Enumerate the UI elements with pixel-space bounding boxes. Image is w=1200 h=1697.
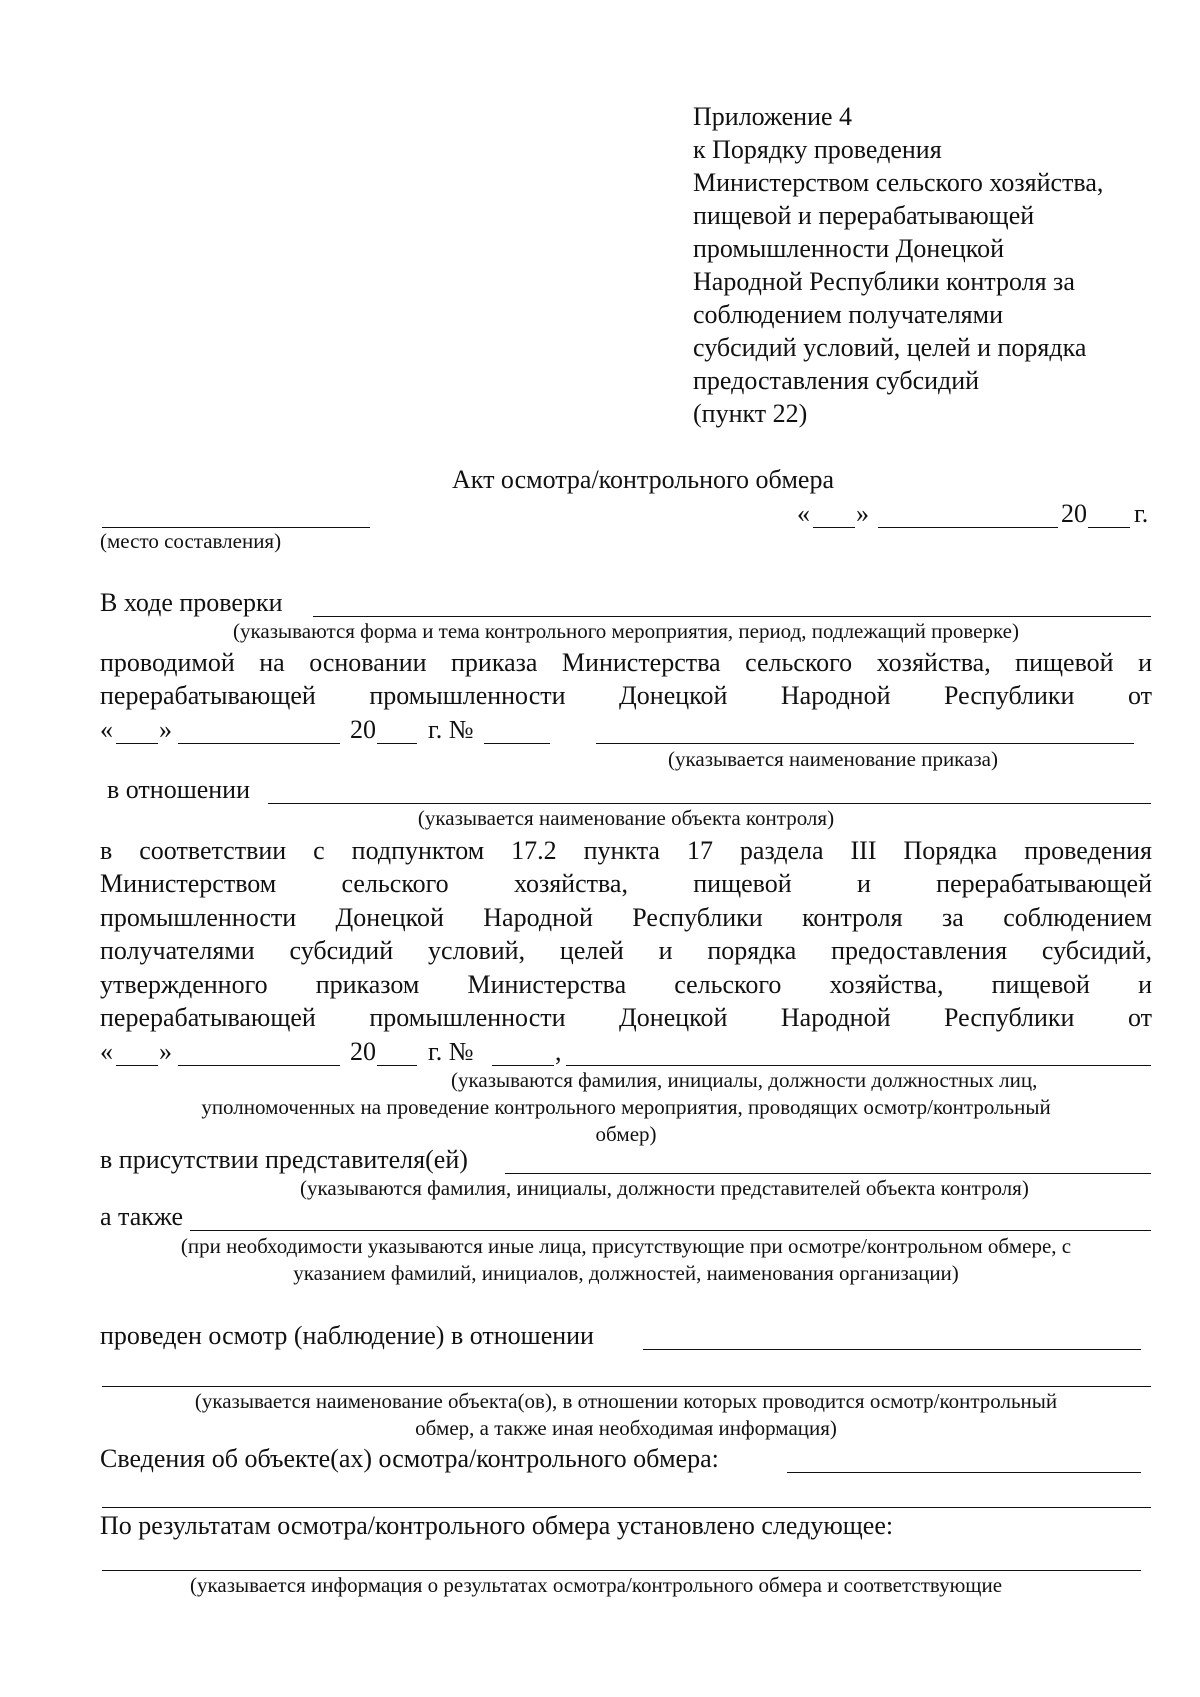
basis-line: перерабатывающей промышленности Донецкой Народной Республики от	[100, 1003, 1152, 1032]
order-year-field[interactable]	[377, 743, 417, 744]
date-close-quote: »	[856, 499, 869, 528]
inspection-caption: (указываются форма и тема контрольного мероприятия, период, подлежащий проверке)	[233, 619, 1019, 643]
order-close-quote: »	[159, 715, 172, 744]
presence-caption: (указываются фамилия, инициалы, должности представителей объекта контроля)	[300, 1176, 1029, 1200]
basis-line: промышленности Донецкой Народной Республики контроля за соблюдением	[100, 903, 1152, 932]
presence-field[interactable]	[505, 1173, 1151, 1174]
order-line: перерабатывающей промышленности Донецкой Народной Республики от	[100, 681, 1152, 710]
objects-caption-line: обмер, а также иная необходимая информация)	[415, 1416, 837, 1440]
appendix-line: к Порядку проведения	[693, 135, 942, 164]
officials-caption-line: уполномоченных на проведение контрольного мероприятия, проводящих осмотр/контрольный	[201, 1095, 1051, 1119]
appendix-line: пищевой и перерабатывающей	[693, 201, 1035, 230]
date-day-field[interactable]	[813, 527, 855, 528]
basis-close-quote: »	[159, 1037, 172, 1066]
also-caption-line: указанием фамилий, инициалов, должностей, наименования организации)	[293, 1261, 959, 1285]
officials-caption-line: (указываются фамилия, инициалы, должности должностных лиц,	[451, 1068, 1038, 1092]
basis-open-quote: «	[100, 1037, 113, 1066]
order-number-label: г. №	[428, 715, 474, 744]
regarding-field[interactable]	[268, 803, 1151, 804]
order-line: проводимой на основании приказа Министерства сельского хозяйства, пищевой и	[100, 648, 1152, 677]
results-caption: (указывается информация о результатах осмотра/контрольного обмера и соответствующие	[190, 1573, 1003, 1597]
results-label: По результатам осмотра/контрольного обмера установлено следующее:	[100, 1511, 894, 1540]
appendix-line: соблюдением получателями	[693, 300, 1003, 329]
appendix-line: промышленности Донецкой	[693, 234, 1004, 263]
also-field[interactable]	[190, 1230, 1151, 1231]
order-number-field[interactable]	[484, 743, 550, 744]
presence-label: в присутствии представителя(ей)	[100, 1145, 468, 1174]
appendix-line: предоставления субсидий	[693, 366, 980, 395]
order-open-quote: «	[100, 715, 113, 744]
date-year-prefix: 20	[1061, 499, 1087, 528]
object-info-label: Сведения об объекте(ах) осмотра/контрольного обмера:	[100, 1444, 719, 1473]
appendix-line: (пункт 22)	[693, 399, 808, 428]
objects-field[interactable]	[102, 1386, 1151, 1387]
regarding-caption: (указывается наименование объекта контроля)	[417, 806, 835, 830]
inspection-done-label: проведен осмотр (наблюдение) в отношении	[100, 1321, 594, 1350]
officials-caption-line: обмер)	[595, 1122, 657, 1146]
order-month-field[interactable]	[178, 743, 340, 744]
results-field[interactable]	[102, 1570, 1141, 1571]
inspection-done-field[interactable]	[643, 1349, 1141, 1350]
date-open-quote: «	[797, 499, 810, 528]
order-name-field[interactable]	[596, 743, 1134, 744]
basis-year-field[interactable]	[377, 1065, 417, 1066]
basis-line: утвержденного приказом Министерства сельского хозяйства, пищевой и	[100, 970, 1152, 999]
order-caption: (указывается наименование приказа)	[668, 747, 998, 771]
officials-field[interactable]	[566, 1065, 1151, 1066]
basis-year-prefix: 20	[350, 1037, 376, 1066]
order-year-prefix: 20	[350, 715, 376, 744]
inspection-label: В ходе проверки	[100, 588, 283, 617]
appendix-line: Народной Республики контроля за	[693, 267, 1075, 296]
object-info-field[interactable]	[787, 1472, 1141, 1473]
basis-line: в соответствии с подпунктом 17.2 пункта 17 раздела III Порядка проведения	[100, 836, 1152, 865]
inspection-field[interactable]	[313, 616, 1151, 617]
document-title: Акт осмотра/контрольного обмера	[452, 465, 835, 494]
basis-number-field[interactable]	[492, 1065, 554, 1066]
basis-month-field[interactable]	[178, 1065, 340, 1066]
place-caption: (место составления)	[100, 529, 282, 553]
appendix-line: Министерством сельского хозяйства,	[693, 168, 1104, 197]
date-month-field[interactable]	[878, 527, 1058, 528]
appendix-line: субсидий условий, целей и порядка	[693, 333, 1087, 362]
basis-day-field[interactable]	[116, 1065, 158, 1066]
appendix-block	[693, 100, 1103, 430]
object-info-field-2[interactable]	[102, 1507, 1151, 1508]
appendix-line: Приложение 4	[693, 102, 853, 131]
date-suffix: г.	[1134, 499, 1149, 528]
basis-comma: ,	[555, 1037, 562, 1066]
objects-caption-line: (указывается наименование объекта(ов), в отношении которых проводится осмотр/контрольный	[194, 1389, 1058, 1413]
order-day-field[interactable]	[116, 743, 158, 744]
also-label: а также	[100, 1202, 184, 1231]
basis-line: Министерством сельского хозяйства, пищевой и перерабатывающей	[100, 869, 1152, 898]
basis-line: получателями субсидий условий, целей и порядка предоставления субсидий,	[100, 936, 1152, 965]
basis-number-label: г. №	[428, 1037, 474, 1066]
regarding-label: в отношении	[107, 775, 251, 804]
also-caption-line: (при необходимости указываются иные лица, присутствующие при осмотре/контрольном обмере, с	[180, 1234, 1072, 1258]
date-year-field[interactable]	[1088, 527, 1130, 528]
